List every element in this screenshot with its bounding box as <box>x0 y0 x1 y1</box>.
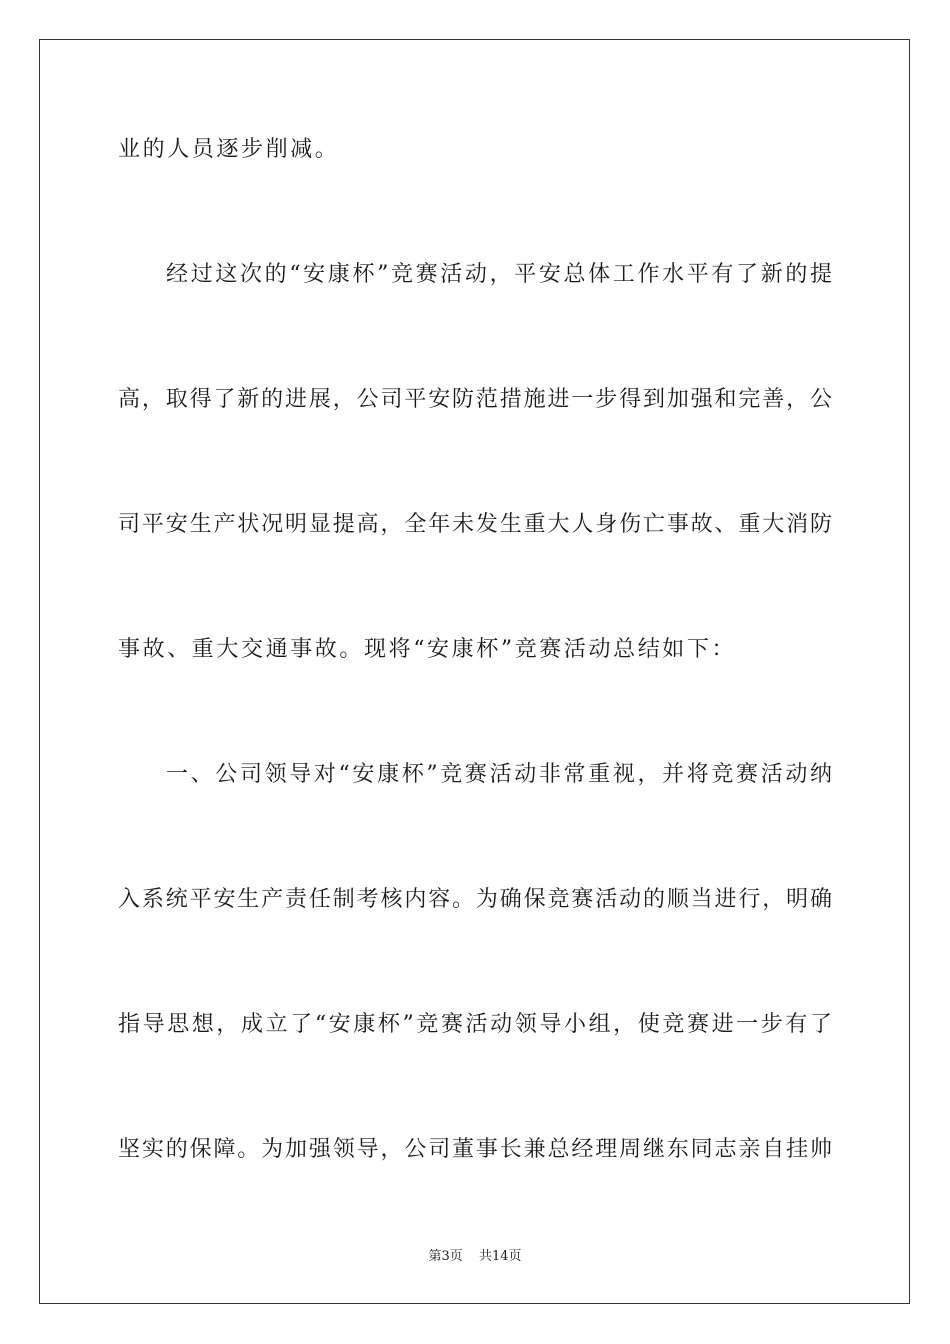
page-number: 第3页 <box>428 1249 463 1264</box>
page-total: 共14页 <box>478 1249 522 1264</box>
paragraph-first-line: 经过这次的“安康杯”竞赛活动，平安总体工作水平有了新的提 <box>166 262 832 287</box>
body-text-line: 入系统平安生产责任制考核内容。为确保竞赛活动的顺当进行，明确 <box>118 887 832 912</box>
body-text-line: 坚实的保障。为加强领导，公司董事长兼总经理周继东同志亲自挂帅 <box>118 1137 832 1162</box>
body-text-line: 指导思想，成立了“安康杯”竞赛活动领导小组，使竞赛进一步有了 <box>118 1012 832 1037</box>
body-text-line: 司平安生产状况明显提高，全年未发生重大人身伤亡事故、重大消防 <box>118 512 832 537</box>
page-footer <box>0 1249 950 1265</box>
paragraph-first-line: 一、公司领导对“安康杯”竞赛活动非常重视，并将竞赛活动纳 <box>166 762 832 787</box>
page-border <box>39 39 910 1304</box>
body-text-line: 事故、重大交通事故。现将“安康杯”竞赛活动总结如下： <box>118 637 737 662</box>
body-text-line: 高，取得了新的进展，公司平安防范措施进一步得到加强和完善，公 <box>118 387 832 412</box>
body-text-line: 业的人员逐步削减。 <box>118 137 340 162</box>
